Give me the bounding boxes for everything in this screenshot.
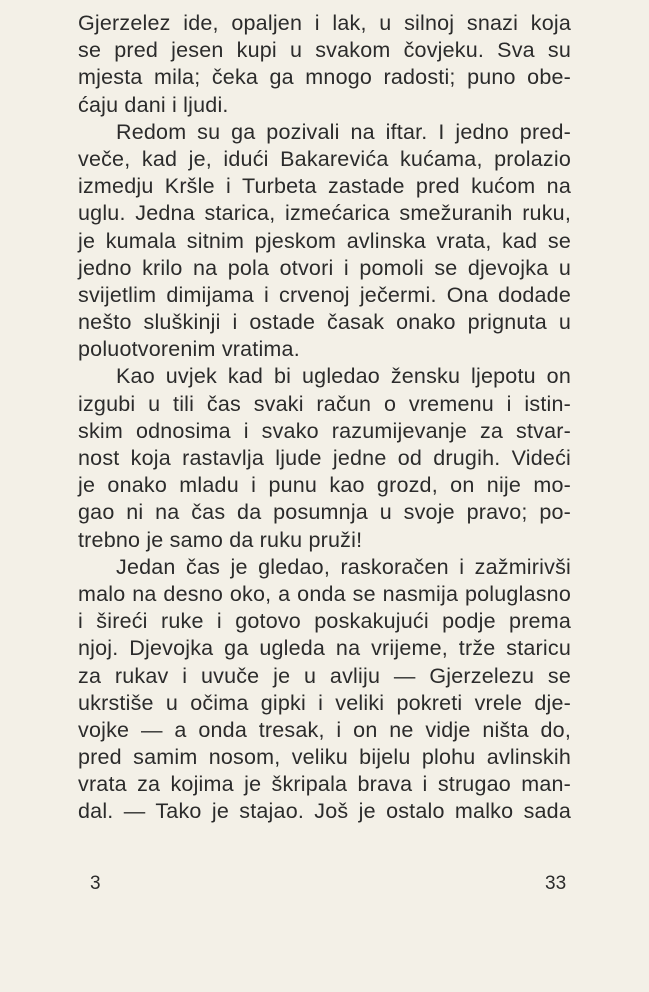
text-line: izmedju Kršle i Turbeta zastade pred kućom na [78,174,571,199]
text-line: dal. — Tako je stajao. Još je ostalo malko sada [78,799,571,824]
text-line: Redom su ga pozivali na iftar. I jedno pred- [116,119,571,144]
text-line: je onako mladu i punu kao grozd, on nije mo- [78,473,571,498]
text-line: poluotvorenim vratima. [78,337,300,362]
text-line: Gjerzelez ide, opaljen i lak, u silnoj snazi koja [78,11,571,35]
text-line: vojke — a onda tresak, i on ne vidje ništa do, [78,717,571,742]
text-line: gao ni na čas da posumnja u svoje pravo; po- [78,500,571,525]
text-line: vrata za kojima je škripala brava i strugao man- [78,772,571,797]
text-line: za rukav i uvuče je u avliju — Gjerzelezu se [78,663,571,688]
text-line: svijetlim dimijama i crvenoj ječermi. Ona dodade [78,282,571,307]
body-text [78,10,571,826]
text-line: nost koja rastavlja ljude jedne od drugih. Videći [78,446,571,470]
text-line: trebno je samo da ruku pruži! [78,527,363,552]
text-line: je kumala sitnim pjeskom avlinska vrata, kad se [78,228,571,253]
text-line: i šireći ruke i gotovo poskakujući podje prema [78,609,571,634]
text-line: njoj. Djevojka ga ugleda na vrijeme, trže staricu [78,636,571,661]
signature-mark: 3 [90,873,101,894]
text-line: se pred jesen kupi u svakom čovjeku. Sva su [78,38,571,63]
text-line: izgubi u tili čas svaki račun o vremenu i istin- [78,391,571,416]
text-line: Jedan čas je gledao, raskoračen i zažmirivši [116,554,571,579]
text-line: ukrstiše u očima gipki i veliki pokreti vrele dje- [78,690,571,715]
text-line: skim odnosima i svako razumijevanje za stvar- [78,418,571,443]
text-line: nešto sluškinji i ostade časak onako prignuta u [78,310,571,335]
text-line: malo na desno oko, a onda se nasmija poluglasno [78,581,571,606]
text-line: uglu. Jedna starica, izmećarica smežuranih ruku, [78,201,571,226]
page-number: 33 [545,873,567,894]
text-line: ćaju dani i ljudi. [78,92,229,117]
text-line: pred samim nosom, veliku bijelu plohu avlinskih [78,745,571,770]
text-line: mjesta mila; čeka ga mnogo radosti; puno obe- [78,65,571,90]
text-line: veče, kad je, idući Bakarevića kućama, prolazio [78,146,571,171]
text-line: jedno krilo na pola otvori i pomoli se djevojka u [78,255,571,280]
text-line: Kao uvjek kad bi ugledao žensku ljepotu on [116,364,571,389]
